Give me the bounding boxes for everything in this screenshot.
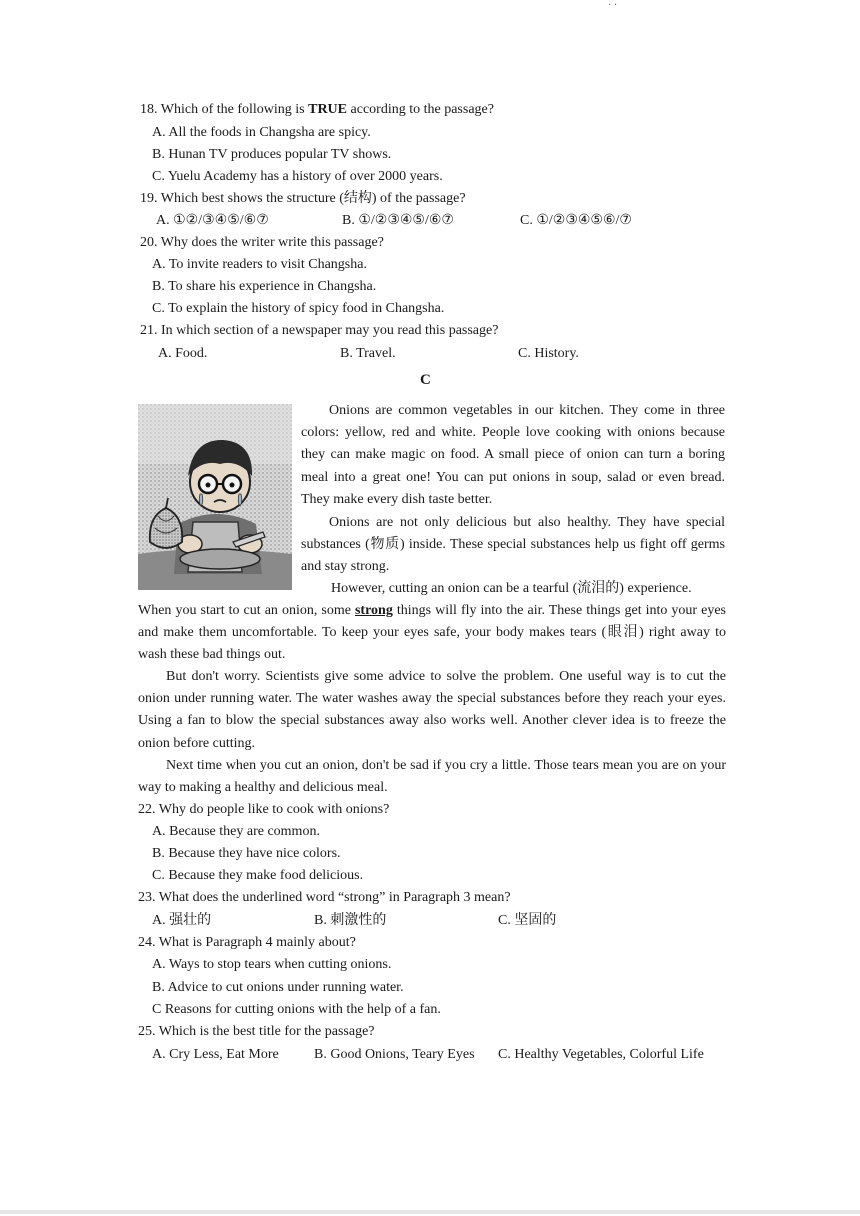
question-20-option-c: C. To explain the history of spicy food in Changsha. xyxy=(152,301,445,316)
question-21-options xyxy=(158,345,678,363)
question-25-option-c: C. Healthy Vegetables, Colorful Life xyxy=(498,1047,704,1062)
p3-text-b: things will fly into the air. These things get into your eyes and make them uncomfortable. To keep your eyes safe, your body makes tears (眼泪) right away to wash these bad things out. xyxy=(138,603,726,663)
question-22-option-a: A. Because they are common. xyxy=(152,824,320,839)
question-19-option-c: C. ①/②③④⑤⑥/⑦ xyxy=(520,213,632,228)
passage-c-paragraph-3 xyxy=(138,600,726,667)
question-24-option-a: A. Ways to stop tears when cutting onions. xyxy=(152,957,392,972)
question-23-option-a: A. 强壮的 xyxy=(152,913,212,928)
question-19-option-b: B. ①/②③④⑤/⑥⑦ xyxy=(342,213,454,228)
question-21-stem: 21. In which section of a newspaper may you read this passage? xyxy=(140,323,499,338)
scan-edge xyxy=(0,1210,860,1214)
question-25-options xyxy=(152,1046,732,1064)
question-20-option-a: A. To invite readers to visit Changsha. xyxy=(152,257,367,272)
question-18-option-b: B. Hunan TV produces popular TV shows. xyxy=(152,147,392,162)
question-19-option-a: A. ①②/③④⑤/⑥⑦ xyxy=(156,213,269,228)
question-25-option-a: A. Cry Less, Eat More xyxy=(152,1047,279,1062)
passage-c-paragraph-2: Onions are not only delicious but also healthy. They have special substances (物质) inside. These special substances help us fight off germs and stay strong. xyxy=(301,515,725,575)
question-23-option-c: C. 坚固的 xyxy=(498,913,557,928)
question-23-option-b: B. 刺激性的 xyxy=(314,913,387,928)
p3-text-a: When you start to cut an onion, some xyxy=(138,603,355,618)
question-20-stem: 20. Why does the writer write this passage? xyxy=(140,235,384,250)
question-23-options xyxy=(152,912,672,930)
passage-c-paragraph-1: Onions are common vegetables in our kitchen. They come in three colors: yellow, red and white. People love cooking with onions because they can make magic on food. A small piece of onion can turn a boring meal into a great one! You can put onions in soup, salad or even bread. They make every dish taste better. xyxy=(301,403,725,507)
question-21-option-b: B. Travel. xyxy=(340,346,396,361)
question-21-option-a: A. Food. xyxy=(158,346,208,361)
question-22-option-c: C. Because they make food delicious. xyxy=(152,868,364,883)
question-22-stem: 22. Why do people like to cook with onions? xyxy=(138,802,390,817)
question-22-option-b: B. Because they have nice colors. xyxy=(152,846,341,861)
question-19-options xyxy=(156,212,676,230)
passage-c-paragraph-4: But don't worry. Scientists give some advice to solve the problem. One useful way is to cut the onion under running water. The water washes away the special substances before they reach your eyes. Using a fan to blow the special substances away also works well. Another clever idea is to freeze the onion before cutting. xyxy=(138,669,726,751)
question-18-option-a: A. All the foods in Changsha are spicy. xyxy=(152,125,371,140)
question-21-option-c: C. History. xyxy=(518,346,579,361)
question-23-stem: 23. What does the underlined word “strong” in Paragraph 3 mean? xyxy=(138,890,511,905)
boy-cutting-onion-illustration xyxy=(138,404,292,590)
question-18-option-c: C. Yuelu Academy has a history of over 2000 years. xyxy=(152,169,443,184)
question-18-stem: 18. Which of the following is TRUE according to the passage? xyxy=(140,102,494,117)
passage-c-paragraph-5: Next time when you cut an onion, don't be sad if you cry a little. Those tears mean you are on your way to making a healthy and delicious meal. xyxy=(138,758,726,796)
section-c-heading: C xyxy=(420,372,431,388)
passage-c-paragraph-3-first-line: However, cutting an onion can be a tearful (流泪的) experience. xyxy=(331,581,692,596)
top-mark: · · xyxy=(608,0,618,11)
emphasis-true: TRUE xyxy=(308,102,348,117)
question-24-stem: 24. What is Paragraph 4 mainly about? xyxy=(138,935,356,950)
question-25-stem: 25. Which is the best title for the passage? xyxy=(138,1024,375,1039)
question-25-option-b: B. Good Onions, Teary Eyes xyxy=(314,1047,475,1062)
underlined-word-strong: strong xyxy=(354,603,393,618)
question-20-option-b: B. To share his experience in Changsha. xyxy=(152,279,377,294)
question-24-option-b: B. Advice to cut onions under running water. xyxy=(152,980,404,995)
question-24-option-c: C Reasons for cutting onions with the help of a fan. xyxy=(152,1002,441,1017)
question-19-stem: 19. Which best shows the structure (结构) of the passage? xyxy=(140,191,466,206)
